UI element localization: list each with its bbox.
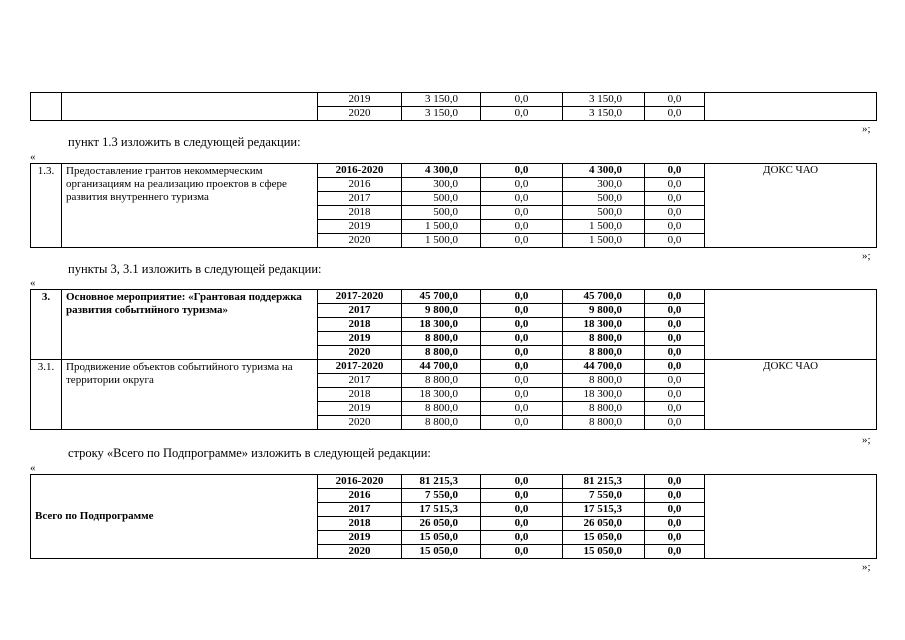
- year-cell: 2017: [318, 192, 402, 206]
- reg-cell: 44 700,0: [563, 360, 645, 374]
- year-cell: 2017-2020: [318, 290, 402, 304]
- reg-cell: 300,0: [563, 178, 645, 192]
- total-cell: 4 300,0: [402, 164, 481, 178]
- total-cell: 7 550,0: [402, 489, 481, 503]
- year-cell: 2020: [318, 545, 402, 559]
- other-cell: 0,0: [645, 192, 705, 206]
- reg-cell: 45 700,0: [563, 290, 645, 304]
- reg-cell: 8 800,0: [563, 416, 645, 430]
- close-quote: »;: [862, 250, 871, 262]
- total-cell: 3 150,0: [402, 107, 481, 121]
- table-continuation-block: [30, 92, 876, 121]
- instruction-1: пункт 1.3 изложить в следующей редакции:: [68, 135, 301, 149]
- open-quote: «: [30, 462, 36, 474]
- table-row: [31, 93, 877, 107]
- table-3-block: [30, 474, 876, 559]
- fed-cell: 0,0: [481, 388, 563, 402]
- year-cell: 2019: [318, 220, 402, 234]
- name-cell: Продвижение объектов событийного туризма на территории округа: [62, 360, 318, 430]
- other-cell: 0,0: [645, 107, 705, 121]
- table-2-block: [30, 289, 876, 430]
- reg-cell: 18 300,0: [563, 318, 645, 332]
- fed-cell: 0,0: [481, 234, 563, 248]
- year-cell: 2017: [318, 374, 402, 388]
- other-cell: 0,0: [645, 93, 705, 107]
- total-cell: 18 300,0: [402, 388, 481, 402]
- fed-cell: 0,0: [481, 402, 563, 416]
- name-cell: [62, 93, 318, 121]
- year-cell: 2018: [318, 206, 402, 220]
- total-cell: 500,0: [402, 192, 481, 206]
- exec-cell: ДОКС ЧАО: [705, 360, 877, 430]
- year-cell: 2016: [318, 489, 402, 503]
- reg-cell: 8 800,0: [563, 402, 645, 416]
- fed-cell: 0,0: [481, 164, 563, 178]
- total-cell: 18 300,0: [402, 318, 481, 332]
- other-cell: 0,0: [645, 290, 705, 304]
- year-cell: 2018: [318, 318, 402, 332]
- other-cell: 0,0: [645, 545, 705, 559]
- other-cell: 0,0: [645, 332, 705, 346]
- name-cell: Основное мероприятие: «Грантовая поддержка развития событийного туризма»: [62, 290, 318, 360]
- total-cell: 8 800,0: [402, 416, 481, 430]
- other-cell: 0,0: [645, 489, 705, 503]
- reg-cell: 8 800,0: [563, 374, 645, 388]
- fed-cell: 0,0: [481, 374, 563, 388]
- total-cell: 26 050,0: [402, 517, 481, 531]
- other-cell: 0,0: [645, 402, 705, 416]
- other-cell: 0,0: [645, 178, 705, 192]
- reg-cell: 9 800,0: [563, 304, 645, 318]
- total-cell: 15 050,0: [402, 531, 481, 545]
- other-cell: 0,0: [645, 304, 705, 318]
- other-cell: 0,0: [645, 220, 705, 234]
- num-cell: 3.: [31, 290, 62, 360]
- name-cell: Всего по Подпрограмме: [31, 475, 318, 559]
- fed-cell: 0,0: [481, 93, 563, 107]
- total-cell: 1 500,0: [402, 234, 481, 248]
- reg-cell: 3 150,0: [563, 93, 645, 107]
- num-cell: [31, 93, 62, 121]
- other-cell: 0,0: [645, 374, 705, 388]
- fed-cell: 0,0: [481, 304, 563, 318]
- other-cell: 0,0: [645, 517, 705, 531]
- total-cell: 17 515,3: [402, 503, 481, 517]
- table-3-body: [31, 475, 877, 559]
- table-2: [30, 289, 877, 430]
- other-cell: 0,0: [645, 164, 705, 178]
- total-cell: 9 800,0: [402, 304, 481, 318]
- total-cell: 3 150,0: [402, 93, 481, 107]
- table-1-body: [31, 164, 877, 248]
- fed-cell: 0,0: [481, 346, 563, 360]
- total-cell: 8 800,0: [402, 402, 481, 416]
- open-quote: «: [30, 277, 36, 289]
- exec-cell: [705, 475, 877, 559]
- year-cell: 2016-2020: [318, 475, 402, 489]
- other-cell: 0,0: [645, 234, 705, 248]
- fed-cell: 0,0: [481, 192, 563, 206]
- fed-cell: 0,0: [481, 517, 563, 531]
- reg-cell: 3 150,0: [563, 107, 645, 121]
- other-cell: 0,0: [645, 360, 705, 374]
- total-cell: 45 700,0: [402, 290, 481, 304]
- fed-cell: 0,0: [481, 489, 563, 503]
- close-quote: »;: [862, 434, 871, 446]
- total-cell: 44 700,0: [402, 360, 481, 374]
- year-cell: 2017-2020: [318, 360, 402, 374]
- exec-cell: ДОКС ЧАО: [705, 164, 877, 248]
- reg-cell: 8 800,0: [563, 332, 645, 346]
- fed-cell: 0,0: [481, 503, 563, 517]
- reg-cell: 7 550,0: [563, 489, 645, 503]
- other-cell: 0,0: [645, 346, 705, 360]
- year-cell: 2019: [318, 531, 402, 545]
- table-2-body: [31, 290, 877, 430]
- total-cell: 300,0: [402, 178, 481, 192]
- total-cell: 8 800,0: [402, 332, 481, 346]
- year-cell: 2017: [318, 503, 402, 517]
- table-row: [31, 290, 877, 304]
- table-1: [30, 163, 877, 248]
- year-cell: 2020: [318, 346, 402, 360]
- reg-cell: 15 050,0: [563, 531, 645, 545]
- fed-cell: 0,0: [481, 318, 563, 332]
- reg-cell: 500,0: [563, 206, 645, 220]
- fed-cell: 0,0: [481, 545, 563, 559]
- year-cell: 2020: [318, 416, 402, 430]
- total-cell: 15 050,0: [402, 545, 481, 559]
- reg-cell: 17 515,3: [563, 503, 645, 517]
- total-cell: 81 215,3: [402, 475, 481, 489]
- other-cell: 0,0: [645, 531, 705, 545]
- year-cell: 2016: [318, 178, 402, 192]
- reg-cell: 26 050,0: [563, 517, 645, 531]
- fed-cell: 0,0: [481, 416, 563, 430]
- open-quote: «: [30, 151, 36, 163]
- table-continuation-body: [31, 93, 877, 121]
- year-cell: 2018: [318, 388, 402, 402]
- total-cell: 8 800,0: [402, 374, 481, 388]
- year-cell: 2019: [318, 332, 402, 346]
- fed-cell: 0,0: [481, 290, 563, 304]
- reg-cell: 15 050,0: [563, 545, 645, 559]
- fed-cell: 0,0: [481, 475, 563, 489]
- total-cell: 500,0: [402, 206, 481, 220]
- table-row: [31, 164, 877, 178]
- year-cell: 2018: [318, 517, 402, 531]
- other-cell: 0,0: [645, 318, 705, 332]
- num-cell: 3.1.: [31, 360, 62, 430]
- reg-cell: 4 300,0: [563, 164, 645, 178]
- other-cell: 0,0: [645, 206, 705, 220]
- reg-cell: 8 800,0: [563, 346, 645, 360]
- instruction-2: пункты 3, 3.1 изложить в следующей редакции:: [68, 262, 322, 276]
- fed-cell: 0,0: [481, 178, 563, 192]
- fed-cell: 0,0: [481, 206, 563, 220]
- close-quote: »;: [862, 123, 871, 135]
- year-cell: 2019: [318, 402, 402, 416]
- fed-cell: 0,0: [481, 360, 563, 374]
- table-continuation: [30, 92, 877, 121]
- num-cell: 1.3.: [31, 164, 62, 248]
- other-cell: 0,0: [645, 388, 705, 402]
- table-row: [31, 475, 877, 489]
- exec-cell: [705, 93, 877, 121]
- reg-cell: 1 500,0: [563, 234, 645, 248]
- year-cell: 2020: [318, 234, 402, 248]
- reg-cell: 1 500,0: [563, 220, 645, 234]
- reg-cell: 500,0: [563, 192, 645, 206]
- year-cell: 2019: [318, 93, 402, 107]
- exec-cell: [705, 290, 877, 360]
- fed-cell: 0,0: [481, 531, 563, 545]
- table-row: [31, 360, 877, 374]
- other-cell: 0,0: [645, 475, 705, 489]
- table-3: [30, 474, 877, 559]
- year-cell: 2020: [318, 107, 402, 121]
- close-quote: »;: [862, 561, 871, 573]
- instruction-3: строку «Всего по Подпрограмме» изложить в следующей редакции:: [68, 446, 431, 460]
- other-cell: 0,0: [645, 503, 705, 517]
- reg-cell: 81 215,3: [563, 475, 645, 489]
- year-cell: 2016-2020: [318, 164, 402, 178]
- year-cell: 2017: [318, 304, 402, 318]
- name-cell: Предоставление грантов некоммерческим организациям на реализацию проектов в сфере развития внутреннего туризма: [62, 164, 318, 248]
- total-cell: 8 800,0: [402, 346, 481, 360]
- reg-cell: 18 300,0: [563, 388, 645, 402]
- fed-cell: 0,0: [481, 220, 563, 234]
- other-cell: 0,0: [645, 416, 705, 430]
- table-1-block: [30, 163, 876, 248]
- total-cell: 1 500,0: [402, 220, 481, 234]
- fed-cell: 0,0: [481, 332, 563, 346]
- fed-cell: 0,0: [481, 107, 563, 121]
